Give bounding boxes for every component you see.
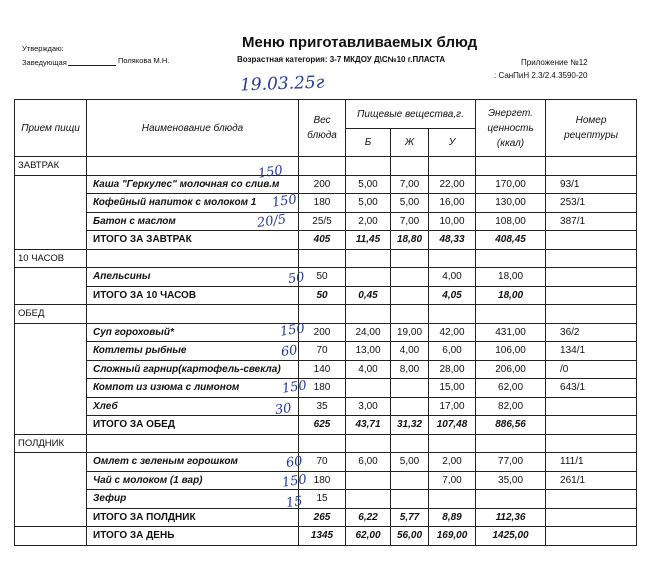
meal-cell [15, 453, 87, 527]
note-oranges: 50 [287, 269, 306, 288]
total-carbs: 48,33 [429, 231, 476, 250]
dish-name: Суп гороховый* [87, 323, 299, 342]
empty-cell [429, 305, 476, 324]
meal-cell [15, 175, 87, 249]
empty-cell [546, 157, 637, 176]
dish-energy: 106,00 [476, 342, 546, 361]
total-name: ИТОГО ЗА ПОЛДНИК [87, 508, 299, 527]
total-row [15, 416, 637, 435]
total-carbs: 4,05 [429, 286, 476, 305]
day-total-fat: 56,00 [391, 527, 429, 546]
dish-energy: 206,00 [476, 360, 546, 379]
total-fat: 18,80 [391, 231, 429, 250]
note-bread: 30 [274, 400, 293, 419]
total-protein: 6,22 [346, 508, 391, 527]
empty-cell [546, 527, 637, 546]
dish-name: Котлеты рыбные [87, 342, 299, 361]
dish-carbs [429, 490, 476, 509]
dish-fat [391, 490, 429, 509]
dish-protein [346, 471, 391, 490]
empty-cell [346, 434, 391, 453]
empty-cell [346, 305, 391, 324]
note-soup: 150 [279, 321, 306, 340]
dish-weight: 140 [299, 360, 346, 379]
empty-cell [87, 434, 299, 453]
total-name: ИТОГО ЗА ОБЕД [87, 416, 299, 435]
dish-energy: 18,00 [476, 268, 546, 287]
handwritten-date: 19.03.25г [239, 72, 325, 96]
col-fat: Ж [391, 129, 429, 157]
dish-energy: 431,00 [476, 323, 546, 342]
section-row [15, 305, 637, 324]
empty-cell [429, 157, 476, 176]
dish-protein: 2,00 [346, 212, 391, 231]
dish-recipe [546, 397, 637, 416]
col-nutrients: Пищевые вещества,г. [346, 100, 476, 129]
total-energy: 112,36 [476, 508, 546, 527]
empty-cell [391, 157, 429, 176]
approve-label: Утверждаю: [22, 44, 64, 53]
empty-cell [429, 434, 476, 453]
total-weight: 625 [299, 416, 346, 435]
dish-name: Кофейный напиток с молоком 1 [87, 194, 299, 213]
dish-recipe: 261/1 [546, 471, 637, 490]
total-carbs: 107,48 [429, 416, 476, 435]
total-protein: 0,45 [346, 286, 391, 305]
dish-carbs: 4,00 [429, 268, 476, 287]
dish-carbs: 15,00 [429, 379, 476, 398]
total-energy: 408,45 [476, 231, 546, 250]
meal-cell [15, 323, 87, 434]
dish-name: Зефир [87, 490, 299, 509]
section-row [15, 249, 637, 268]
empty-cell [429, 249, 476, 268]
dish-carbs: 17,00 [429, 397, 476, 416]
dish-fat: 8,00 [391, 360, 429, 379]
dish-energy: 62,00 [476, 379, 546, 398]
dish-row [15, 212, 637, 231]
empty-cell [546, 249, 637, 268]
dish-row [15, 175, 637, 194]
dish-carbs: 6,00 [429, 342, 476, 361]
dish-carbs: 16,00 [429, 194, 476, 213]
col-meal: Прием пищи [15, 100, 87, 157]
dish-name: Батон с маслом [87, 212, 299, 231]
dish-protein [346, 268, 391, 287]
dish-energy: 108,00 [476, 212, 546, 231]
col-weight: Вес блюда [299, 100, 346, 157]
dish-name: Омлет с зеленым горошком [87, 453, 299, 472]
dish-recipe: 111/1 [546, 453, 637, 472]
dish-fat: 7,00 [391, 175, 429, 194]
dish-weight: 70 [299, 453, 346, 472]
dish-recipe: 387/1 [546, 212, 637, 231]
dish-name: Компот из изюма с лимоном [87, 379, 299, 398]
note-coffee: 150 [271, 192, 298, 211]
age-category: Возрастная категория: 3-7 МКДОУ Д\С№10 г.ПЛАСТА [237, 55, 446, 64]
dish-carbs: 7,00 [429, 471, 476, 490]
dish-weight: 15 [299, 490, 346, 509]
appendix-label: Приложение №12 [521, 58, 588, 67]
dish-protein: 3,00 [346, 397, 391, 416]
col-energy: Энергет. ценность (ккал) [476, 100, 546, 157]
dish-row [15, 360, 637, 379]
dish-protein: 5,00 [346, 194, 391, 213]
empty-cell [546, 508, 637, 527]
empty-cell [346, 157, 391, 176]
empty-cell [476, 249, 546, 268]
dish-name: Апельсины [87, 268, 299, 287]
total-row [15, 508, 637, 527]
dish-row [15, 342, 637, 361]
dish-protein: 5,00 [346, 175, 391, 194]
note-compote: 150 [281, 378, 308, 397]
dish-protein: 13,00 [346, 342, 391, 361]
dish-recipe [546, 490, 637, 509]
dish-weight: 70 [299, 342, 346, 361]
dish-energy [476, 490, 546, 509]
total-row [15, 286, 637, 305]
section-title: ЗАВТРАК [15, 157, 87, 176]
total-energy: 18,00 [476, 286, 546, 305]
dish-weight: 180 [299, 379, 346, 398]
dish-fat: 4,00 [391, 342, 429, 361]
empty-cell [546, 416, 637, 435]
dish-fat: 19,00 [391, 323, 429, 342]
signature-line [68, 65, 116, 66]
note-cutlets: 60 [280, 342, 299, 361]
empty-cell [546, 434, 637, 453]
dish-protein [346, 379, 391, 398]
dish-fat: 5,00 [391, 453, 429, 472]
total-name: ИТОГО ЗА 10 ЧАСОВ [87, 286, 299, 305]
dish-recipe [546, 268, 637, 287]
empty-cell [15, 527, 87, 546]
col-dish: Наименование блюда [87, 100, 299, 157]
sanpin-label: : СанПиН 2.3/2.4.3590-20 [494, 71, 588, 80]
head-name: Полякова М.Н. [118, 56, 170, 65]
dish-weight: 35 [299, 397, 346, 416]
dish-name: Сложный гарнир(картофель-свекла) [87, 360, 299, 379]
day-total-name: ИТОГО ЗА ДЕНЬ [87, 527, 299, 546]
total-fat: 31,32 [391, 416, 429, 435]
section-title: ОБЕД [15, 305, 87, 324]
note-bread-butter: 20/5 [256, 212, 288, 231]
empty-cell [546, 305, 637, 324]
empty-cell [87, 249, 299, 268]
dish-carbs: 28,00 [429, 360, 476, 379]
day-total-row [15, 527, 637, 546]
empty-cell [87, 305, 299, 324]
total-carbs: 8,89 [429, 508, 476, 527]
dish-fat [391, 397, 429, 416]
empty-cell [391, 249, 429, 268]
dish-name: Каша "Геркулес" молочная со слив.м [87, 175, 299, 194]
section-row [15, 434, 637, 453]
note-marshmallow: 15 [285, 493, 304, 512]
total-fat [391, 286, 429, 305]
dish-name: Хлеб [87, 397, 299, 416]
empty-cell [391, 434, 429, 453]
head-label: Заведующая [22, 58, 67, 67]
dish-weight: 180 [299, 471, 346, 490]
day-total-carbs: 169,00 [429, 527, 476, 546]
dish-fat: 5,00 [391, 194, 429, 213]
dish-protein: 4,00 [346, 360, 391, 379]
note-porridge: 150 [257, 163, 284, 182]
total-weight: 405 [299, 231, 346, 250]
empty-cell [476, 305, 546, 324]
total-protein: 43,71 [346, 416, 391, 435]
empty-cell [476, 434, 546, 453]
dish-energy: 130,00 [476, 194, 546, 213]
dish-fat: 7,00 [391, 212, 429, 231]
dish-protein: 24,00 [346, 323, 391, 342]
dish-fat [391, 268, 429, 287]
dish-carbs: 42,00 [429, 323, 476, 342]
dish-weight: 200 [299, 323, 346, 342]
dish-row [15, 194, 637, 213]
day-total-protein: 62,00 [346, 527, 391, 546]
page-title: Меню приготавливаемых блюд [242, 34, 478, 51]
total-row [15, 231, 637, 250]
day-total-weight: 1345 [299, 527, 346, 546]
dish-weight: 200 [299, 175, 346, 194]
col-recipe: Номер рецептуры [546, 100, 637, 157]
total-protein: 11,45 [346, 231, 391, 250]
dish-protein [346, 490, 391, 509]
empty-cell [546, 231, 637, 250]
dish-recipe: 93/1 [546, 175, 637, 194]
total-name: ИТОГО ЗА ЗАВТРАК [87, 231, 299, 250]
dish-carbs: 22,00 [429, 175, 476, 194]
dish-weight: 50 [299, 268, 346, 287]
dish-fat [391, 379, 429, 398]
empty-cell [346, 249, 391, 268]
col-carbs: У [429, 129, 476, 157]
section-title: 10 ЧАСОВ [15, 249, 87, 268]
menu-table [14, 99, 637, 546]
dish-recipe: 253/1 [546, 194, 637, 213]
empty-cell [546, 286, 637, 305]
empty-cell [391, 305, 429, 324]
dish-row [15, 323, 637, 342]
dish-recipe: /0 [546, 360, 637, 379]
dish-row [15, 471, 637, 490]
dish-name: Чай с молоком (1 вар) [87, 471, 299, 490]
dish-protein: 6,00 [346, 453, 391, 472]
empty-cell [299, 249, 346, 268]
dish-recipe: 36/2 [546, 323, 637, 342]
meal-cell [15, 268, 87, 305]
dish-recipe: 643/1 [546, 379, 637, 398]
empty-cell [299, 157, 346, 176]
total-weight: 50 [299, 286, 346, 305]
total-weight: 265 [299, 508, 346, 527]
dish-energy: 82,00 [476, 397, 546, 416]
dish-fat [391, 471, 429, 490]
section-title: ПОЛДНИК [15, 434, 87, 453]
dish-weight: 180 [299, 194, 346, 213]
empty-cell [476, 157, 546, 176]
dish-energy: 35,00 [476, 471, 546, 490]
empty-cell [299, 305, 346, 324]
col-protein: Б [346, 129, 391, 157]
dish-row [15, 379, 637, 398]
day-total-energy: 1425,00 [476, 527, 546, 546]
dish-carbs: 10,00 [429, 212, 476, 231]
dish-row [15, 453, 637, 472]
dish-row [15, 268, 637, 287]
dish-row [15, 490, 637, 509]
section-row [15, 157, 637, 176]
note-tea: 150 [281, 472, 308, 491]
total-fat: 5,77 [391, 508, 429, 527]
dish-row [15, 397, 637, 416]
dish-carbs: 2,00 [429, 453, 476, 472]
note-omelet: 60 [285, 453, 304, 472]
total-energy: 886,56 [476, 416, 546, 435]
dish-energy: 77,00 [476, 453, 546, 472]
dish-energy: 170,00 [476, 175, 546, 194]
empty-cell [299, 434, 346, 453]
dish-weight: 25/5 [299, 212, 346, 231]
dish-recipe: 134/1 [546, 342, 637, 361]
